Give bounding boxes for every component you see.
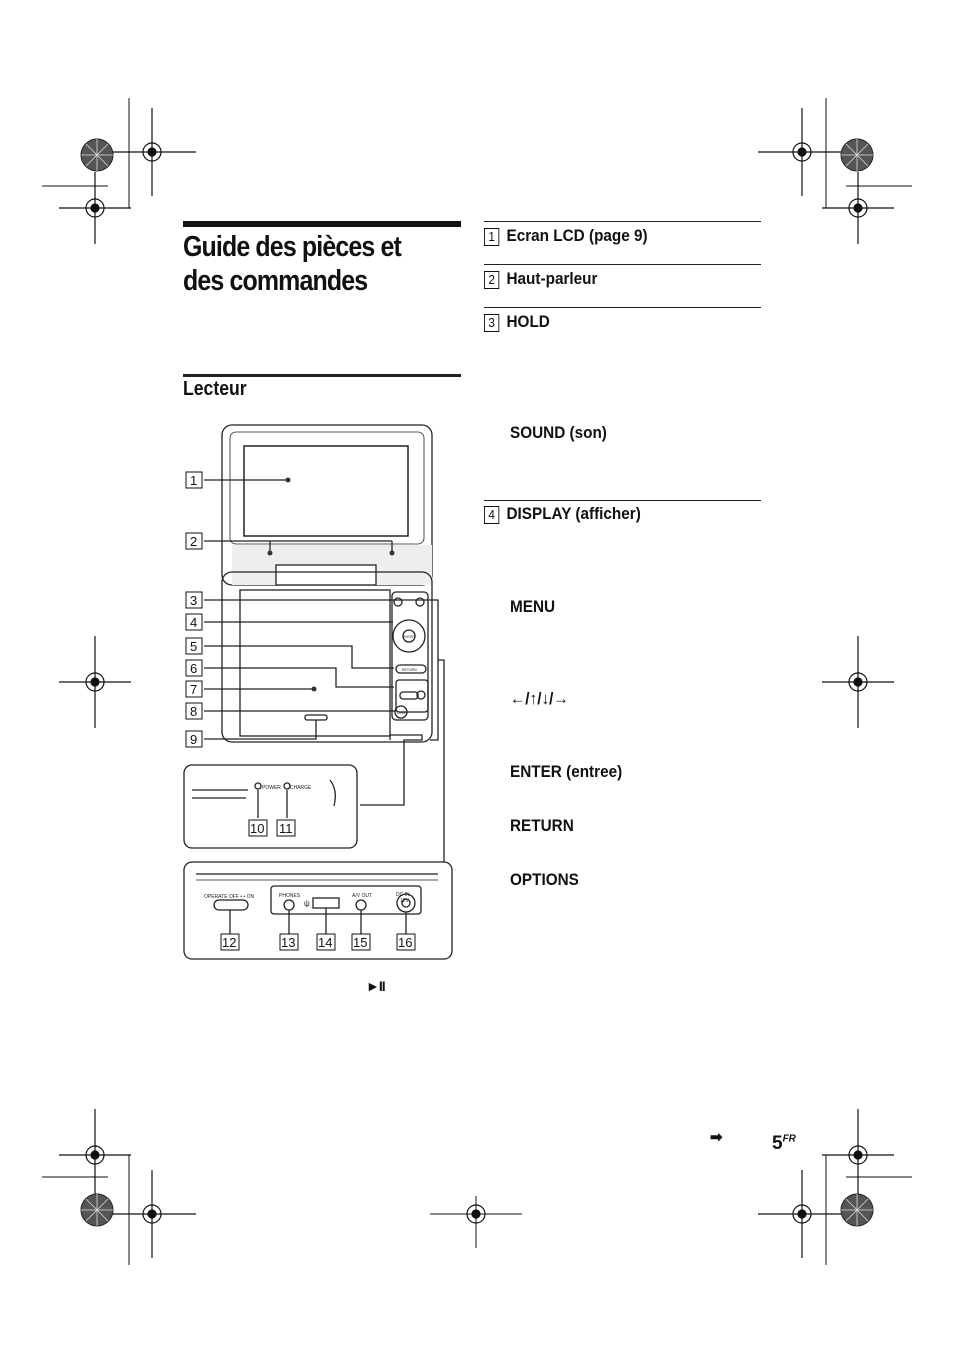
phones-label: PHONES — [279, 893, 301, 899]
av-out-label: A/V OUT — [352, 893, 373, 899]
menu-label: MENU — [510, 597, 556, 616]
section-rule — [183, 374, 461, 377]
part-item-1: 1 Ecran LCD (page 9) — [484, 226, 648, 246]
svg-text:5: 5 — [190, 639, 198, 654]
part-rule — [484, 307, 761, 308]
callout-3 — [186, 592, 202, 608]
part-item-2: 2 Haut-parleur — [484, 269, 597, 289]
callout-13 — [280, 934, 298, 950]
callout-8 — [186, 703, 202, 719]
callout-2 — [186, 533, 202, 549]
callout-5 — [186, 638, 202, 654]
return-label: RETURN — [510, 816, 574, 835]
play-pause-icon: ►II — [366, 978, 385, 994]
callout-4 — [186, 614, 202, 630]
enter-button-label: ENTER — [403, 635, 415, 639]
callout-16 — [397, 934, 415, 950]
player-diagram — [180, 420, 460, 965]
page-title: Guide des pièces et des commandes — [183, 231, 401, 297]
page-number: $5^{FR}$ — [772, 1133, 796, 1154]
callout-10 — [249, 820, 267, 836]
part-rule — [484, 221, 761, 222]
enter-label: ENTER (entree) — [510, 762, 623, 781]
part-rule — [484, 500, 761, 501]
continue-arrow-icon: ➡ — [710, 1129, 723, 1146]
svg-text:13: 13 — [281, 935, 296, 950]
svg-text:14: 14 — [318, 935, 333, 950]
return-button-label: RETURN — [402, 668, 417, 672]
svg-text:15: 15 — [353, 935, 368, 950]
callout-15 — [352, 934, 370, 950]
callout-11 — [277, 820, 295, 836]
svg-text:3: 3 — [190, 593, 198, 608]
callout-7 — [186, 681, 202, 697]
svg-text:16: 16 — [398, 935, 413, 950]
part-item-3: 3 HOLD — [484, 312, 550, 332]
part-item-4: 4 DISPLAY (afficher) — [484, 504, 641, 524]
callout-14 — [317, 934, 335, 950]
callout-9 — [186, 731, 202, 747]
dc-in-label: DC IN — [396, 892, 410, 898]
callout-6 — [186, 660, 202, 676]
operate-label: OPERATE OFF • • ON — [204, 894, 255, 900]
svg-text:6: 6 — [190, 661, 198, 676]
sound-label: SOUND (son) — [510, 423, 607, 442]
svg-text:2: 2 — [190, 534, 198, 549]
options-label: OPTIONS — [510, 870, 579, 889]
svg-text:9: 9 — [190, 732, 198, 747]
charge-label: CHARGE — [290, 785, 312, 791]
arrows-label: ←/↑/↓/→ — [510, 689, 569, 708]
section-heading: Lecteur — [183, 378, 247, 400]
dc-volt-label: 12V — [400, 898, 409, 904]
part-rule — [484, 264, 761, 265]
callout-1 — [186, 472, 202, 488]
svg-text:1: 1 — [190, 473, 198, 488]
svg-text:11: 11 — [279, 821, 293, 836]
callout-12 — [221, 934, 239, 950]
svg-text:10: 10 — [250, 821, 265, 836]
open-button-label: OPEN — [397, 711, 407, 715]
svg-text:4: 4 — [190, 615, 198, 630]
svg-text:8: 8 — [190, 704, 198, 719]
svg-text:7: 7 — [190, 682, 198, 697]
usb-icon: ψ — [304, 899, 310, 908]
svg-text:12: 12 — [222, 935, 237, 950]
power-label: POWER — [262, 785, 281, 791]
title-rule — [183, 221, 461, 227]
